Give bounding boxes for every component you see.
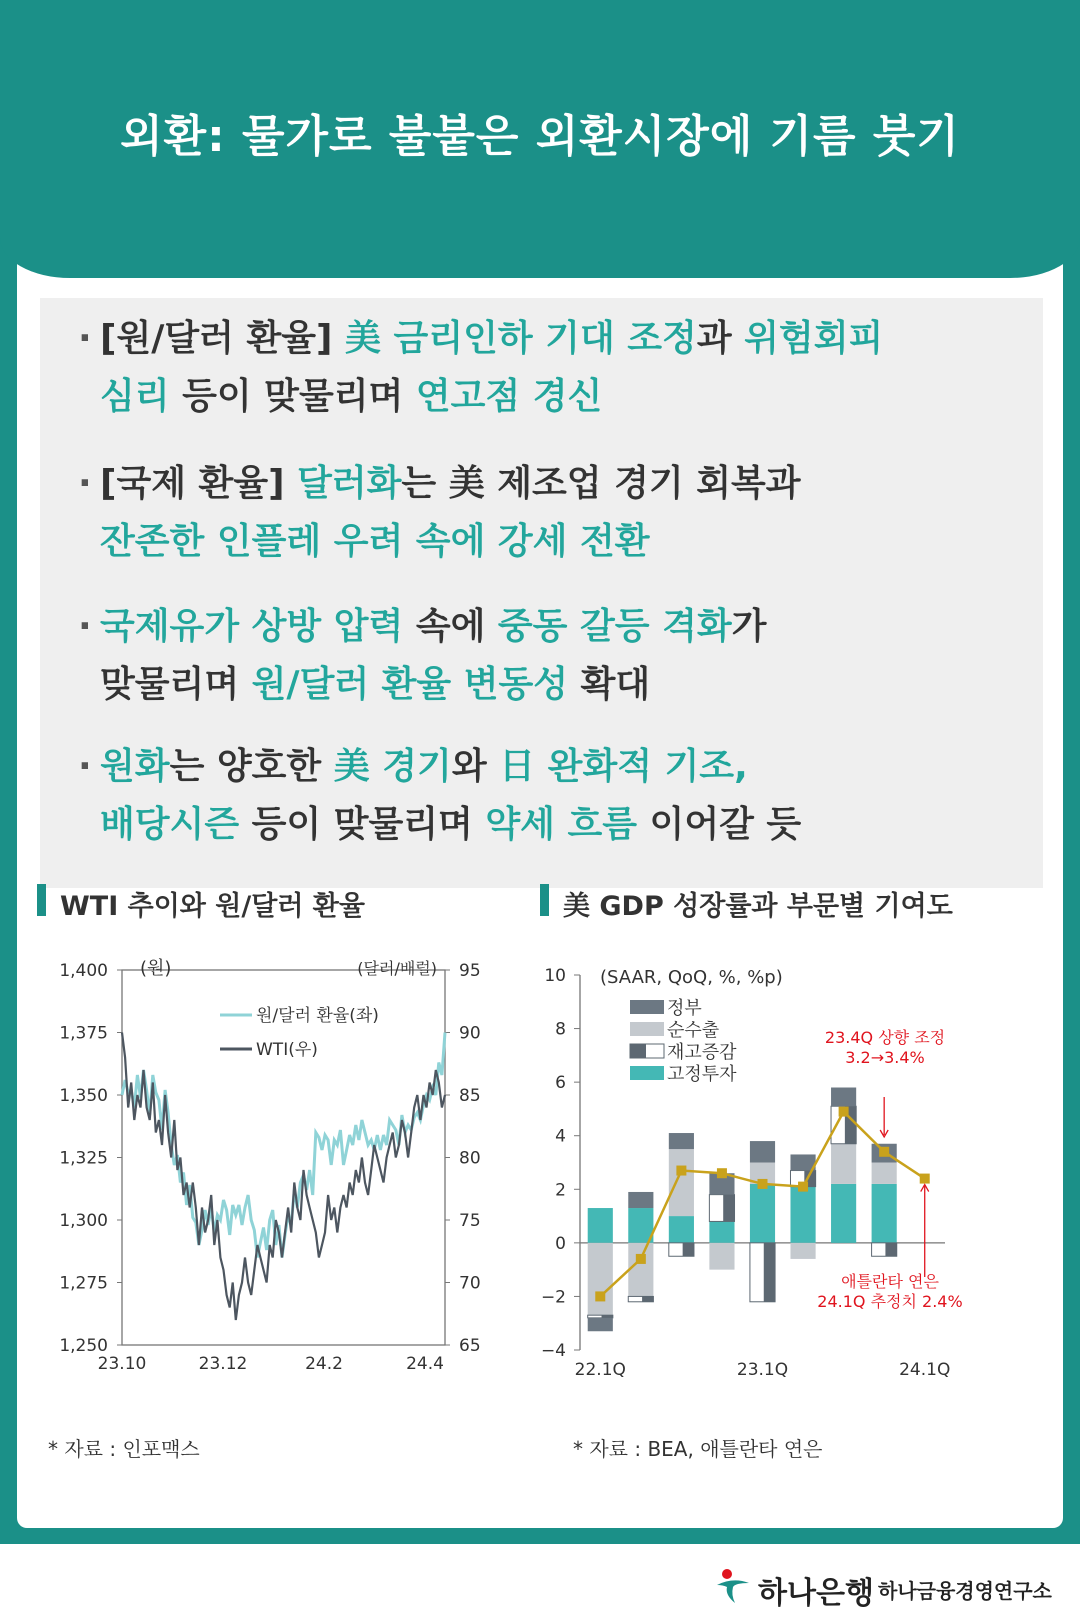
bar-fixed: [790, 1187, 815, 1243]
bullet-segment: 배당시즌: [100, 804, 240, 845]
unit-label-left: (원): [140, 958, 172, 979]
institute-name: 하나금융경영연구소: [878, 1579, 1052, 1603]
bar-fixed: [750, 1184, 775, 1243]
bullet-item: [78, 310, 884, 426]
wti-krw-chart: [30, 945, 520, 1395]
bar-inventory-fill: [683, 1243, 694, 1256]
bullet-segment: 원화: [100, 746, 170, 787]
y-tick-label-left: 1,250: [59, 1336, 108, 1356]
legend-label: 정부: [667, 998, 702, 1019]
bullet-dot: ·: [78, 463, 92, 504]
legend-label: 순수출: [667, 1020, 720, 1041]
bullet-segment: 와: [451, 746, 500, 787]
bullet-line: [100, 796, 801, 854]
y-tick-label-right: 65: [459, 1336, 481, 1356]
bullet-segment: 는 美 제조업 경기 회복과: [401, 463, 801, 504]
chart-title-left: WTI 추이와 원/달러 환율: [60, 891, 365, 922]
source-right: * 자료 : BEA, 애틀란타 연은: [573, 1437, 823, 1461]
section-marker-left: [37, 884, 46, 916]
bullet-dot: ·: [78, 318, 92, 359]
y-tick-label-left: 1,350: [59, 1086, 108, 1106]
bullet-segment: 연고점 경신: [415, 376, 603, 417]
y-tick-label: 2: [555, 1180, 566, 1201]
gdp-contribution-chart: [530, 945, 1040, 1405]
legend-label: 원/달러 환율(좌): [256, 1006, 379, 1026]
y-tick-label-right: 85: [459, 1086, 481, 1106]
bar-net: [669, 1149, 694, 1216]
legend-label: WTI(우): [256, 1040, 318, 1060]
y-tick-label: −2: [540, 1287, 566, 1308]
bar-gov: [628, 1192, 653, 1208]
annotation-text: 3.2→3.4%: [845, 1048, 925, 1067]
bank-logo: [713, 1565, 753, 1609]
annotation-text: 애틀란타 연은: [841, 1272, 939, 1291]
legend-swatch: [630, 1000, 664, 1014]
bullet-segment: 등이 맞물리며: [239, 804, 486, 845]
x-tick-label: 23.10: [97, 1354, 147, 1374]
bullet-line: [100, 455, 801, 513]
gdp-marker: [758, 1179, 768, 1189]
bullet-segment: 심리: [100, 376, 170, 417]
bullet-dot: ·: [78, 606, 92, 647]
bullet-line: [100, 513, 801, 571]
bar-inventory-fill: [642, 1296, 653, 1301]
y-tick-label: −4: [540, 1341, 566, 1361]
y-tick-label: 10: [544, 966, 566, 986]
bullet-segment: 국제유가 상방 압력: [100, 606, 404, 647]
bar-gov: [669, 1133, 694, 1149]
bar-net: [831, 1144, 856, 1184]
x-tick-label: 23.12: [198, 1354, 248, 1374]
bullet-line: [100, 738, 801, 796]
y-tick-label-left: 1,275: [59, 1273, 108, 1294]
y-tick-label: 4: [555, 1126, 566, 1147]
bar-net: [872, 1163, 897, 1184]
annotation-text: 24.1Q 추정치 2.4%: [817, 1292, 963, 1311]
bar-net: [588, 1243, 613, 1315]
bullet-segment: 원/달러 환율 변동성: [251, 664, 569, 705]
bar-fixed: [669, 1216, 694, 1243]
bullet-segment: 달러화: [297, 463, 402, 504]
bullet-line: [100, 656, 766, 714]
y-tick-label: 6: [555, 1073, 566, 1094]
bullet-segment: 맞물리며: [100, 664, 252, 705]
chart-title-right: 美 GDP 성장률과 부문별 기여도: [563, 891, 953, 922]
bullet-segment: [국제 환율]: [100, 463, 298, 504]
x-tick-label: 22.1Q: [574, 1360, 626, 1380]
gdp-marker: [798, 1182, 808, 1192]
bullet-segment: 약세 흐름: [485, 804, 638, 845]
bullet-segment: 등이 맞물리며: [169, 376, 416, 417]
legend-swatch: [630, 1066, 664, 1080]
bullet-segment: 중동 갈등 격화: [497, 606, 732, 647]
y-tick-label-right: 80: [459, 1148, 481, 1169]
gdp-marker: [717, 1168, 727, 1178]
gdp-marker: [920, 1174, 930, 1184]
bullet-segment: 美 금리인하 기대 조정: [345, 318, 697, 359]
bullet-segment: 위험회피: [744, 318, 884, 359]
bullet-line: [100, 310, 883, 368]
bullet-segment: 美 경기: [333, 746, 452, 787]
bar-inventory-fill: [764, 1243, 775, 1302]
bullet-segment: [원/달러 환율]: [100, 318, 346, 359]
gdp-marker: [595, 1291, 605, 1301]
y-tick-label: 0: [555, 1233, 566, 1254]
gdp-marker: [636, 1254, 646, 1264]
bar-fixed: [588, 1208, 613, 1243]
gdp-marker: [676, 1166, 686, 1176]
bullet-segment: 가: [731, 606, 767, 647]
series-line-wti: [122, 1033, 445, 1321]
x-tick-label: 24.2: [305, 1354, 343, 1374]
bar-fixed: [831, 1184, 856, 1243]
bar-net: [790, 1243, 815, 1259]
y-tick-label-right: 75: [459, 1211, 481, 1231]
bar-gov: [831, 1088, 856, 1107]
bar-net: [628, 1243, 653, 1297]
bar-fixed: [709, 1221, 734, 1242]
bar-net: [709, 1243, 734, 1270]
x-tick-label: 24.4: [406, 1354, 444, 1374]
gdp-marker: [879, 1147, 889, 1157]
page-title: 외환: 물가로 불붙은 외환시장에 기름 붓기: [120, 111, 960, 162]
y-tick-label-right: 70: [459, 1273, 481, 1294]
bullet-segment: 이어갈 듯: [637, 804, 802, 845]
x-tick-label: 23.1Q: [736, 1360, 789, 1380]
section-marker-right: [540, 884, 549, 916]
legend-swatch: [630, 1022, 664, 1036]
source-left: * 자료 : 인포맥스: [48, 1437, 200, 1461]
y-tick-label: 8: [555, 1019, 566, 1040]
legend-label: 고정투자: [667, 1064, 737, 1085]
bar-gov: [588, 1318, 613, 1331]
y-tick-label-left: 1,400: [59, 961, 108, 981]
summary-box: [40, 298, 1043, 888]
unit-label-right: (달러/배럴): [357, 959, 437, 978]
bullet-item: [78, 738, 802, 854]
bullet-line: [100, 598, 766, 656]
bullet-segment: 잔존한 인플레 우려 속에 강세 전환: [100, 521, 650, 562]
bullet-item: [78, 598, 767, 714]
legend-label: 재고증감: [667, 1042, 737, 1063]
y-tick-label-left: 1,325: [59, 1148, 108, 1169]
legend-swatch-fill: [630, 1044, 646, 1058]
bullet-segment: 는 양호한: [169, 746, 334, 787]
y-tick-label-right: 90: [459, 1023, 481, 1044]
y-tick-label-left: 1,375: [59, 1023, 108, 1044]
bullet-item: [78, 455, 801, 571]
bar-gov: [750, 1141, 775, 1162]
bar-inventory-fill: [885, 1243, 896, 1256]
gdp-marker: [839, 1107, 849, 1117]
bullet-dot: ·: [78, 746, 92, 787]
bullet-segment: 日 완화적 기조,: [499, 746, 748, 787]
x-tick-label: 24.1Q: [899, 1360, 951, 1380]
unit-label: (SAAR, QoQ, %, %p): [600, 967, 783, 988]
bullet-segment: 속에: [403, 606, 498, 647]
hana-logo-icon: [713, 1565, 753, 1605]
bar-inventory-fill: [723, 1195, 734, 1222]
bullet-segment: 확대: [568, 664, 651, 705]
annotation-text: 23.4Q 상향 조정: [824, 1028, 946, 1047]
bar-fixed: [872, 1184, 897, 1243]
y-tick-label-right: 95: [459, 961, 481, 981]
bar-inventory-fill: [602, 1315, 613, 1318]
bullet-segment: 과: [696, 318, 745, 359]
bank-name: 하나은행: [758, 1576, 874, 1611]
y-tick-label-left: 1,300: [59, 1211, 108, 1231]
bullet-line: [100, 368, 883, 426]
